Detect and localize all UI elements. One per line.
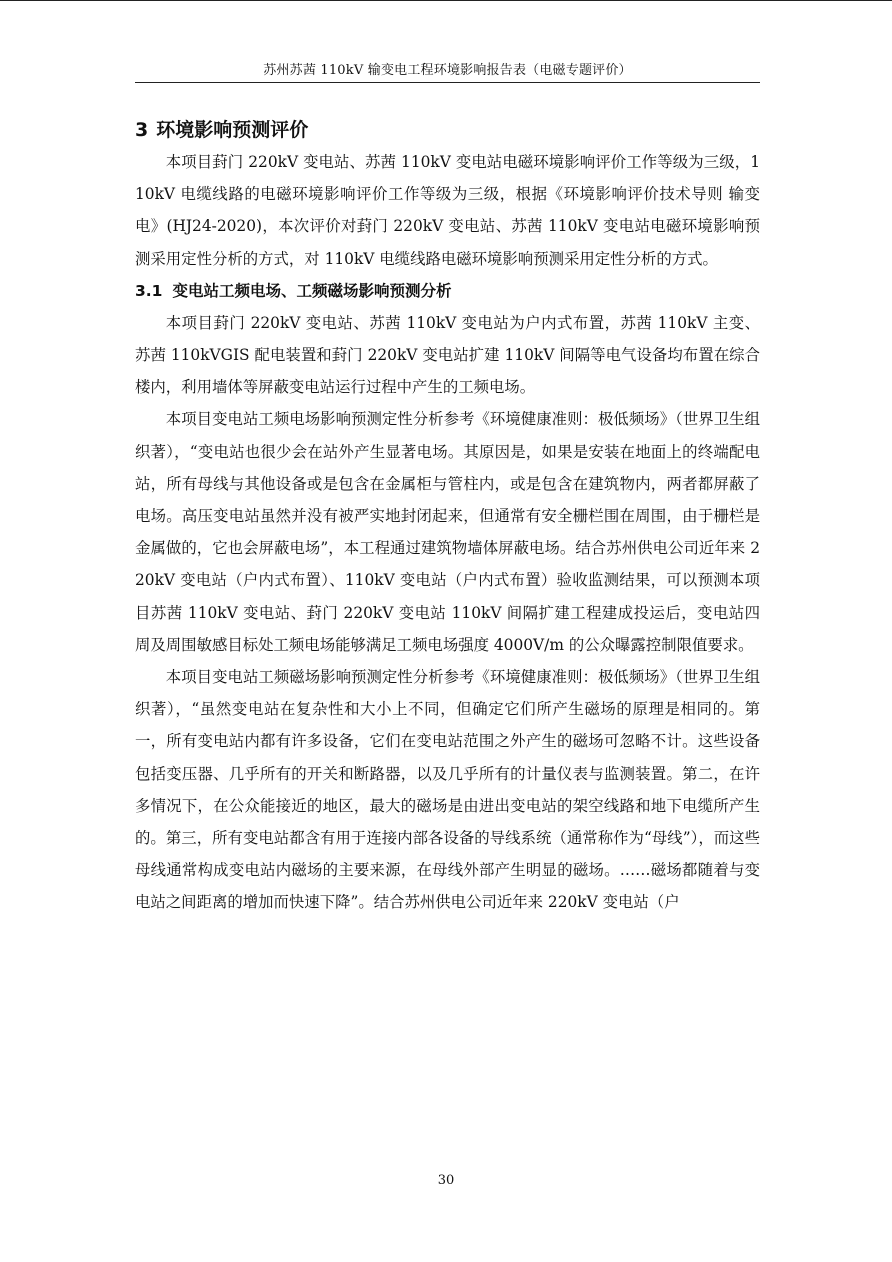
page-content (135, 114, 760, 919)
section-3-1-heading (135, 275, 760, 307)
section-3-title: 环境影响预测评价 (156, 119, 309, 141)
section-3-paragraph: 本项目葑门 220kV 变电站、苏茜 110kV 变电站电磁环境影响评价工作等级为三级，110kV 电缆线路的电磁环境影响评价工作等级为三级，根据《环境影响评价技术导则 输变电》(HJ24-2020)，本次评价对葑门 220kV 变电站、苏茜 110kV 变电站电磁环境影响预测采用定性分析的方式，对 110kV 电缆线路电磁环境影响预测采用定性分析的方式。 (135, 153, 760, 268)
section-3-number: 3 (135, 119, 149, 141)
header-rule (135, 82, 760, 83)
section-3-1-paragraph-3: 本项目变电站工频磁场影响预测定性分析参考《环境健康准则：极低频场》（世界卫生组织著），“虽然变电站在复杂性和大小上不同，但确定它们所产生磁场的原理是相同的。第一，所有变电站内都有许多设备，它们在变电站范围之外产生的磁场可忽略不计。这些设备包括变压器、几乎所有的开关和断路器，以及几乎所有的计量仪表与监测装置。第二，在许多情况下，在公众能接近的地区，最大的磁场是由进出变电站的架空线路和地下电缆所产生的。第三，所有变电站都含有用于连接内部各设备的导线系统（通常称作为“母线”），而这些母线通常构成变电站内磁场的主要来源，在母线外部产生明显的磁场。……磁场都随着与变电站之间距离的增加而快速下降”。结合苏州供电公司近年来 220kV 变电站（户 (135, 668, 760, 912)
running-header: 苏州苏茜 110kV 输变电工程环境影响报告表（电磁专题评价） (263, 63, 632, 78)
section-3-1-paragraph-2: 本项目变电站工频电场影响预测定性分析参考《环境健康准则：极低频场》（世界卫生组织著），“变电站也很少会在站外产生显著电场。其原因是，如果是安装在地面上的终端配电站，所有母线与其他设备或是包含在金属柜与管柱内，或是包含在建筑物内，两者都屏蔽了电场。高压变电站虽然并没有被严实地封闭起来，但通常有安全栅栏围在周围，由于栅栏是金属做的，它也会屏蔽电场”，本工程通过建筑物墙体屏蔽电场。结合苏州供电公司近年来 220kV 变电站（户内式布置）、110kV 变电站（户内式布置）验收监测结果，可以预测本项目苏茜 110kV 变电站、葑门 220kV 变电站 110kV 间隔扩建工程建成投运后，变电站四周及周围敏感目标处工频电场能够满足工频电场强度 4000V/m 的公众曝露控制限值要求。 (135, 410, 760, 654)
section-3-1-title: 变电站工频电场、工频磁场影响预测分析 (172, 281, 452, 300)
page-top-border (0, 0, 892, 1)
page-number: 30 (437, 1173, 455, 1188)
section-3-1-number: 3.1 (135, 281, 163, 300)
section-3-1-paragraph-1: 本项目葑门 220kV 变电站、苏茜 110kV 变电站为户内式布置，苏茜 110kV 主变、苏茜 110kVGIS 配电装置和葑门 220kV 变电站扩建 110kV 间隔等电气设备均布置在综合楼内，利用墙体等屏蔽变电站运行过程中产生的工频电场。 (135, 313, 760, 397)
section-3-heading (135, 114, 760, 146)
